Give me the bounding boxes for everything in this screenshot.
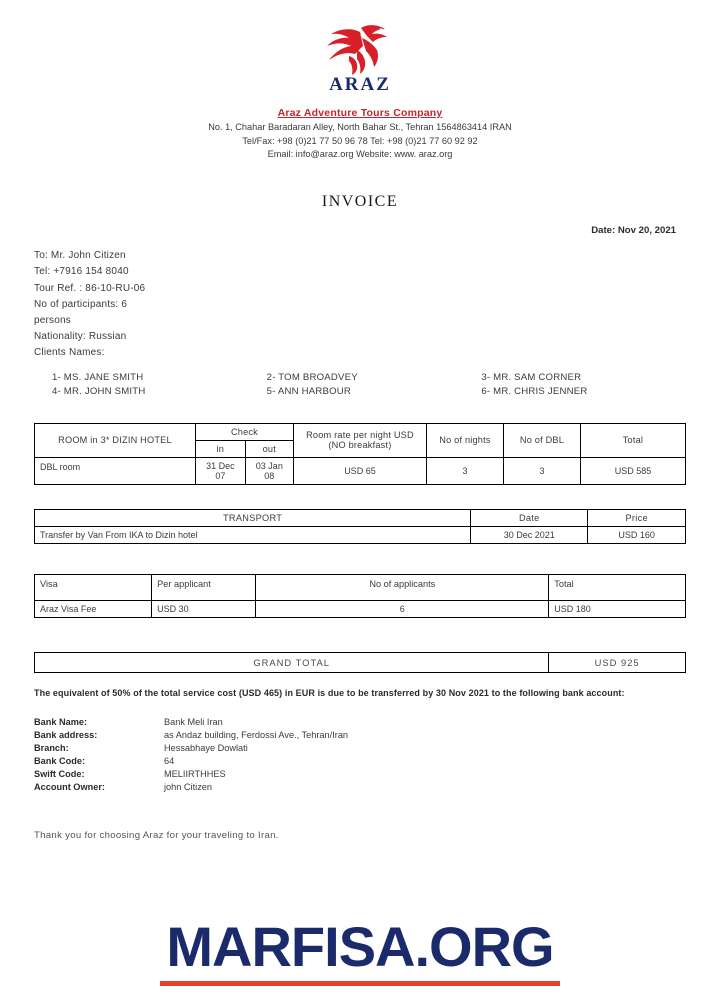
cell-applicants: 6: [256, 600, 549, 617]
client-details: [34, 248, 686, 361]
cell-nights: 3: [426, 457, 503, 484]
grand-total-label: GRAND TOTAL: [35, 652, 549, 672]
bank-label: Account Owner:: [34, 781, 105, 792]
table-header-row: [35, 509, 686, 526]
cell-room: DBL room: [35, 457, 196, 484]
company-phones: Tel/Fax: +98 (0)21 77 50 96 78 Tel: +98 (0)21 77 60 92 92: [242, 135, 478, 146]
logo-wordmark: ARAZ: [329, 74, 391, 95]
cell-transport-date: 30 Dec 2021: [471, 526, 588, 543]
cell-transport-price: USD 160: [588, 526, 686, 543]
watermark-part1: MARFISA: [166, 915, 415, 978]
cell-dbl: 3: [503, 457, 580, 484]
col-dbl: No of DBL: [503, 423, 580, 457]
company-name: Araz Adventure Tours Company: [277, 107, 443, 119]
invoice-date-value: Nov 20, 2021: [617, 225, 676, 237]
bank-value: Hessabhaye Dowlati: [164, 742, 248, 753]
transport-table: [34, 509, 686, 544]
table-row: [35, 600, 686, 617]
col-transport: TRANSPORT: [35, 509, 471, 526]
client-participants: No of participants: 6: [34, 298, 128, 310]
list-item: 3- MR. SAM CORNER: [481, 371, 582, 383]
list-item: 5- ANN HARBOUR: [266, 385, 352, 397]
col-transport-date: Date: [471, 509, 588, 526]
col-check-out: out: [245, 440, 293, 457]
col-room: ROOM in 3* DIZIN HOTEL: [35, 423, 196, 457]
table-row: [35, 457, 686, 484]
thank-you-note: Thank you for choosing Araz for your traveling to Iran.: [34, 829, 279, 841]
eagle-logo-icon: [305, 22, 415, 78]
company-contact: Email: info@araz.org Website: www. araz.org: [267, 148, 453, 159]
watermark-rule: [160, 981, 560, 986]
col-check-in: in: [195, 440, 245, 457]
bank-label: Bank Name:: [34, 716, 88, 727]
col-nights: No of nights: [426, 423, 503, 457]
invoice-date-label: Date:: [591, 225, 616, 237]
company-header: [34, 106, 686, 161]
bank-label: Bank address:: [34, 729, 98, 740]
col-applicants: No of applicants: [256, 574, 549, 600]
cell-visa-total: USD 180: [549, 600, 686, 617]
payment-note: The equivalent of 50% of the total service cost (USD 465) in EUR is due to be transferred by 30 Nov 2021 to the following bank account:: [34, 687, 625, 698]
cell-transport: Transfer by Van From IKA to Dizin hotel: [35, 526, 471, 543]
table-row: [35, 526, 686, 543]
list-item: 1- MS. JANE SMITH: [52, 371, 144, 383]
list-item: 6- MR. CHRIS JENNER: [481, 385, 588, 397]
list-item: 4- MR. JOHN SMITH: [52, 385, 146, 397]
bank-value: 64: [164, 755, 175, 766]
bank-value: Bank Meli Iran: [164, 716, 223, 727]
watermark-text: [0, 915, 720, 978]
client-nationality: Nationality: Russian: [34, 331, 127, 343]
col-rate: Room rate per night USD (NO breakfast): [293, 423, 426, 457]
watermark-part2: .ORG: [414, 915, 554, 978]
client-to: To: Mr. John Citizen: [34, 250, 126, 262]
cell-check-out: 03 Jan 08: [245, 457, 293, 484]
client-names-list: [34, 372, 686, 397]
grand-total-table: [34, 652, 686, 673]
room-table: [34, 423, 686, 485]
col-per-applicant: Per applicant: [152, 574, 256, 600]
bank-details: [34, 717, 686, 792]
cell-per-applicant: USD 30: [152, 600, 256, 617]
visa-table: [34, 574, 686, 618]
page-title: INVOICE: [321, 193, 399, 211]
bank-label: Branch:: [34, 742, 69, 753]
client-tour-ref: Tour Ref. : 86-10-RU-06: [34, 282, 146, 294]
cell-rate: USD 65: [293, 457, 426, 484]
col-visa-total: Total: [549, 574, 686, 600]
cell-check-in: 31 Dec 07: [195, 457, 245, 484]
client-participants-cont: persons: [34, 315, 71, 326]
client-tel: Tel: +7916 154 8040: [34, 266, 129, 278]
cell-total: USD 585: [580, 457, 685, 484]
col-total: Total: [580, 423, 685, 457]
invoice-date: [34, 225, 686, 236]
bank-label: Swift Code:: [34, 768, 85, 779]
bank-label: Bank Code:: [34, 755, 86, 766]
bank-value: john Citizen: [164, 781, 213, 792]
cell-visa: Araz Visa Fee: [35, 600, 152, 617]
company-logo: [34, 22, 686, 96]
col-transport-price: Price: [588, 509, 686, 526]
grand-total-value: USD 925: [549, 652, 686, 672]
table-header-row: [35, 423, 686, 440]
col-check: Check: [195, 423, 293, 440]
client-names-label: Clients Names:: [34, 347, 105, 359]
bank-value: MELIIRTHHES: [164, 768, 226, 779]
bank-value: as Andaz building, Ferdossi Ave., Tehran/Iran: [164, 729, 349, 740]
list-item: 2- TOM BROADVEY: [266, 371, 358, 383]
table-header-row: [35, 574, 686, 600]
company-address: No. 1, Chahar Baradaran Alley, North Bahar St., Tehran 1564863414 IRAN: [208, 122, 512, 133]
watermark: [0, 915, 720, 986]
table-row: [35, 652, 686, 672]
col-visa: Visa: [35, 574, 152, 600]
